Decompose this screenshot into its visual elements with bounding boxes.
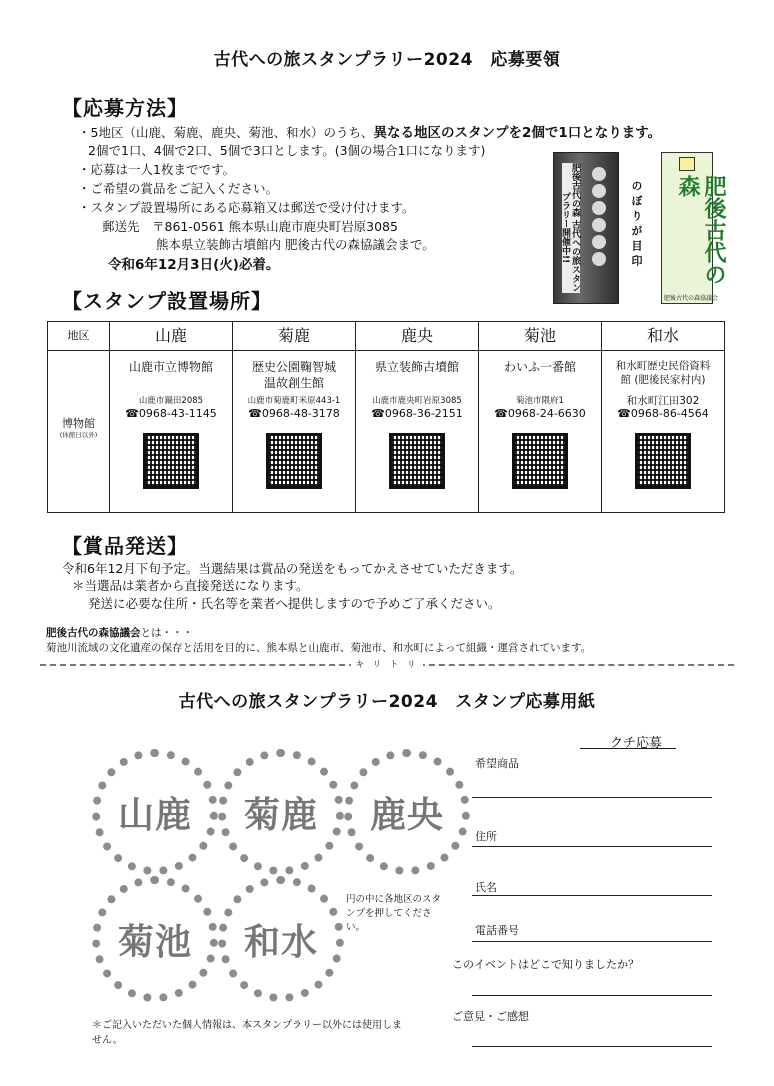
banner-caption: のぼりが目印	[630, 180, 643, 270]
stamp-locations-heading: 【スタンプ設置場所】	[62, 289, 272, 313]
area-yamaga: 山鹿	[110, 322, 233, 351]
banner-photo	[553, 152, 619, 304]
address-field[interactable]	[472, 846, 712, 847]
apply-line-4: ・ご希望の賞品をご記入ください。	[78, 181, 279, 196]
row-label: 博物館	[62, 417, 95, 430]
apply-line-5: ・スタンプ設置場所にある応募箱又は郵送で受け付けます。	[78, 200, 415, 215]
apply-line-6: 郵送先 〒861-0561 熊本県山鹿市鹿央町岩原3085	[102, 219, 398, 234]
area-kikuchi: 菊池	[479, 322, 602, 351]
location-name: 山鹿市立博物館	[128, 360, 213, 374]
comments-field[interactable]	[472, 1046, 712, 1047]
qr-code-icon[interactable]	[389, 433, 445, 489]
council-description: 菊池川流域の文化遺産の保存と活用を目的に、熊本県と山鹿市、菊池市、和水町によって組織・運営されています。	[46, 642, 592, 654]
apply-line-2: 2個で1口、4個で2口、5個で3口とします。(3個の場合1口になります)	[88, 143, 486, 158]
phone-field[interactable]	[472, 941, 712, 942]
location-address: 山鹿市菊鹿町米原443-1	[247, 396, 341, 406]
location-address: 山鹿市鹿央町岩原3085	[372, 396, 462, 406]
apply-line-1: ・5地区（山鹿、菊鹿、鹿央、菊池、和水）のうち、異なる地区のスタンプを2個で1口となります。	[78, 125, 662, 141]
stamp-circle-kikuchi[interactable]: 菊池	[92, 876, 218, 1002]
page-title: 古代への旅スタンプラリー2024 応募要領	[213, 50, 561, 70]
stamp-circle-yamaga[interactable]: 山鹿	[92, 749, 218, 875]
table-row	[48, 351, 725, 513]
field-label-comments: ご意見・ご感想	[452, 1010, 529, 1023]
apply-method-heading: 【応募方法】	[62, 96, 188, 120]
nobori-image	[661, 152, 726, 304]
location-cell	[479, 351, 602, 513]
apply-line-7: 熊本県立装飾古墳館内 肥後古代の森協議会まで。	[156, 237, 435, 252]
qr-code-icon[interactable]	[635, 433, 691, 489]
field-label-source: このイベントはどこで知りましたか？	[452, 958, 639, 971]
stamp-locations-table	[47, 321, 725, 513]
apply-deadline: 令和6年12月3日(火)必着。	[108, 257, 280, 273]
nobori-footer: 肥後古代の森協議会	[664, 295, 719, 302]
qr-code-icon[interactable]	[512, 433, 568, 489]
field-label-name: 氏名	[475, 881, 497, 894]
name-field[interactable]	[472, 895, 712, 896]
location-phone: ☎0968-36-2151	[371, 407, 463, 420]
units-label: クチ応募	[610, 736, 663, 751]
table-header-row	[48, 322, 725, 351]
location-address: 山鹿市鍋田2085	[138, 396, 204, 406]
prize-shipping-heading: 【賞品発送】	[62, 534, 188, 558]
source-field[interactable]	[472, 995, 712, 996]
row-label-cell	[48, 351, 110, 513]
banner-text: 肥後古代の森 古代への旅スタンプラリー開催中!!	[560, 163, 580, 293]
stamp-circle-kao[interactable]: 鹿央	[344, 749, 470, 875]
area-nagomi: 和水	[602, 322, 725, 351]
cut-line-label: キ リ ト リ	[0, 658, 774, 670]
field-label-phone: 電話番号	[475, 924, 519, 937]
field-label-prize: 希望商品	[475, 757, 519, 770]
house-icon	[679, 157, 695, 171]
qr-code-icon[interactable]	[266, 433, 322, 489]
location-cell	[602, 351, 725, 513]
location-phone: ☎0968-48-3178	[248, 407, 340, 420]
stamp-circle-kikuka[interactable]: 菊鹿	[218, 749, 344, 875]
location-cell	[356, 351, 479, 513]
location-name: わいふ一番館	[503, 360, 576, 374]
stamp-circle-nagomi[interactable]: 和水	[218, 876, 344, 1002]
location-phone: ☎0968-43-1145	[125, 407, 217, 420]
form-title: 古代への旅スタンプラリー2024 スタンプ応募用紙	[178, 692, 596, 712]
council-name: 肥後古代の森協議会	[46, 627, 141, 639]
area-kao: 鹿央	[356, 322, 479, 351]
nobori-text: 肥後古代の森	[675, 175, 726, 285]
prize-line-2: ＊当選品は業者から直接発送になります。	[72, 578, 309, 593]
prize-field[interactable]	[472, 797, 712, 798]
apply-line-3: ・応募は一人1枚までです。	[78, 162, 235, 177]
area-kikuka: 菊鹿	[233, 322, 356, 351]
location-phone: ☎0968-24-6630	[494, 407, 586, 420]
location-cell	[233, 351, 356, 513]
row-note: (休館日以外)	[59, 431, 98, 439]
location-cell	[110, 351, 233, 513]
privacy-note: ＊ご記入いただいた個人情報は、本スタンプラリー以外には使用しません。	[92, 1020, 402, 1046]
location-name: 県立装飾古墳館	[374, 360, 459, 374]
banner-dots	[588, 167, 610, 285]
prize-line-3: 発送に必要な住所・氏名等を業者へ提供しますので予めご了承ください。	[88, 596, 501, 611]
area-label: 地区	[48, 322, 110, 351]
location-phone: ☎0968-86-4564	[617, 407, 709, 420]
qr-code-icon[interactable]	[143, 433, 199, 489]
council-title: 肥後古代の森協議会とは・・・	[46, 627, 193, 639]
location-address: 和水町江田302	[626, 395, 700, 407]
location-name: 歴史公園鞠智城 温故創生館	[251, 360, 336, 390]
stamp-instruction: 円の中に各地区のスタンプを押してください。	[346, 894, 442, 933]
prize-line-1: 令和6年12月下旬予定。当選結果は賞品の発送をもってかえさせていただきます。	[62, 561, 523, 576]
location-name: 和水町歴史民俗資料館 (肥後民家村内)	[615, 360, 711, 386]
field-label-address: 住所	[475, 830, 497, 843]
location-address: 菊池市隈府1	[516, 396, 564, 406]
